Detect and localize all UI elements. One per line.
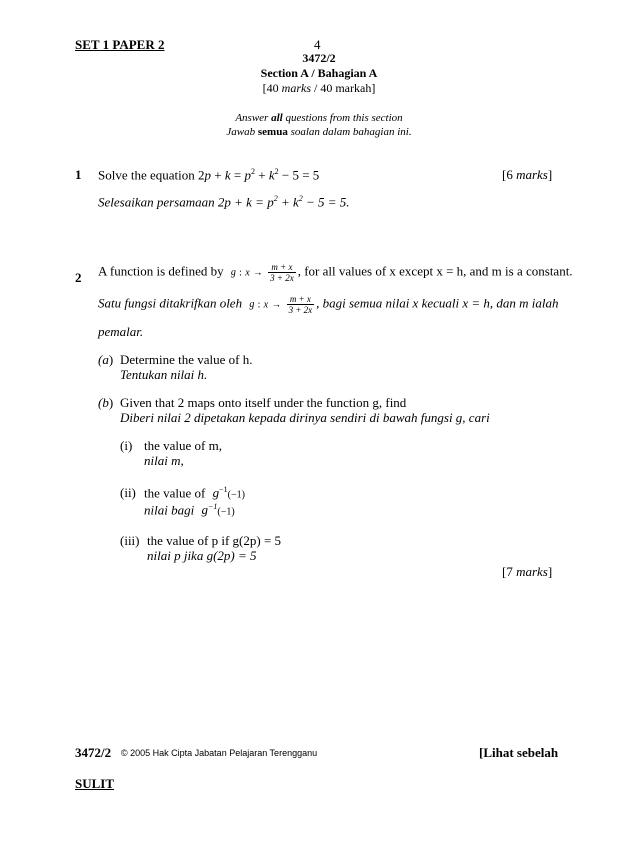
q2-ii-ms: nilai bagi $g^{-1}(-1)$	[144, 502, 235, 518]
instruction-en-c: questions from this section	[282, 112, 403, 124]
footer-code: 3472/2	[75, 745, 112, 760]
marks-total-rest: / 40 markah]	[311, 81, 376, 95]
footer-copyright: © 2005 Hak Cipta Jabatan Pelajaran Terengganu	[121, 748, 318, 758]
q2-i-label: (i)	[120, 438, 133, 453]
q2-text-ms: Satu fungsi ditakrifkan oleh g : x → $\frac{m + x}{3 + 2x}$ , bagi semua nilai x kecuali x = h, dan m ialah	[98, 294, 559, 315]
q2-marks-word: marks	[516, 564, 548, 579]
q2-fraction-ms	[287, 294, 315, 315]
marks-total-open: [40	[262, 81, 282, 95]
q2-part-a-label: (a)	[98, 352, 114, 367]
paper-code: 3472/2	[302, 51, 336, 65]
q1-number: 1	[75, 167, 82, 182]
q2-frac-num-ms: m + x	[287, 294, 315, 305]
q2-iii-ms: nilai p jika g(2p) = 5	[147, 548, 257, 563]
q1-text-ms: Selesaikan persamaan $2p + k = p^2 + k^2 - 5 = 5$.	[98, 194, 350, 210]
q1-marks-word: marks	[516, 167, 548, 182]
section-title: Section A / Bahagian A	[260, 66, 378, 80]
q2-iii-en: the value of p if g(2p) = 5	[147, 533, 282, 548]
q2-ms-tail: , bagi semua nilai x kecuali x = h, dan m ialah	[316, 295, 559, 311]
q1-ms-lead: Selesaikan persamaan 2	[98, 194, 225, 210]
q2-en-lead: A function is defined by	[98, 263, 224, 279]
q2-frac-num-en: m + x	[268, 262, 296, 273]
q2-part-b-en: Given that 2 maps onto itself under the function g, find	[120, 395, 407, 410]
marks-total-word: marks	[281, 81, 312, 95]
q1-text-en: Solve the equation $2p + k = p^2 + k^2 - 5 = 5$	[98, 167, 320, 183]
q2-part-b-ms: Diberi nilai 2 dipetakan kepada dirinya sendiri di bawah fungsi g, cari	[120, 410, 490, 425]
q2-text-en: A function is defined by g : x → $\frac{m + x}{3 + 2x}$ , for all values of x except x = h, and m is a constant.	[98, 262, 573, 283]
marks-total	[219, 81, 419, 96]
q2-ii-en-text: the value of	[144, 485, 206, 501]
page-number: 4	[314, 37, 321, 52]
instruction-en-a: Answer	[235, 112, 272, 124]
q2-en-tail: , for all values of x except x = h, and m is a constant.	[297, 263, 573, 279]
q2-ii-en: the value of $g^{-1}(-1)$	[144, 485, 245, 501]
q2-marks-close: ]	[547, 564, 553, 579]
q2-ms-lead: Satu fungsi ditakrifkan oleh	[98, 295, 243, 311]
q2-part-a-ms: Tentukan nilai h.	[120, 367, 208, 382]
instruction-en-b: all	[271, 112, 283, 124]
q2-marks	[502, 564, 552, 580]
q2-iii-label: (iii)	[120, 533, 140, 548]
q2-i-ms: nilai m,	[144, 453, 184, 468]
q2-part-a-en: Determine the value of h.	[120, 352, 253, 367]
q2-i-en: the value of m,	[144, 438, 222, 453]
instruction-ms-b: semua	[257, 126, 288, 138]
q2-part-b-label: (b)	[98, 395, 114, 410]
footer-sulit: SULIT	[75, 776, 115, 791]
q1-en-lead: Solve the equation 2	[98, 167, 205, 183]
q2-ii-ms-text: nilai bagi	[144, 502, 195, 518]
q1-marks-open: [6	[502, 167, 517, 182]
instruction-ms-c: soalan dalam bahagian ini.	[287, 126, 412, 138]
instruction-ms	[169, 126, 469, 138]
set-label: SET 1 PAPER 2	[75, 37, 165, 52]
q1-marks	[502, 167, 552, 183]
q2-marks-open: [7	[502, 564, 517, 579]
q2-ii-label: (ii)	[120, 485, 136, 500]
footer-next-page: [Lihat sebelah	[479, 745, 559, 760]
q2-fraction-en	[268, 262, 296, 283]
q2-number: 2	[75, 270, 82, 285]
instruction-en	[169, 112, 469, 124]
q1-marks-close: ]	[547, 167, 553, 182]
q2-ms-tail2: pemalar.	[98, 324, 144, 339]
instruction-ms-a: Jawab	[226, 126, 258, 138]
q2-frac-den-en: 3 + 2x	[270, 273, 294, 283]
q2-frac-den-ms: 3 + 2x	[288, 305, 313, 315]
